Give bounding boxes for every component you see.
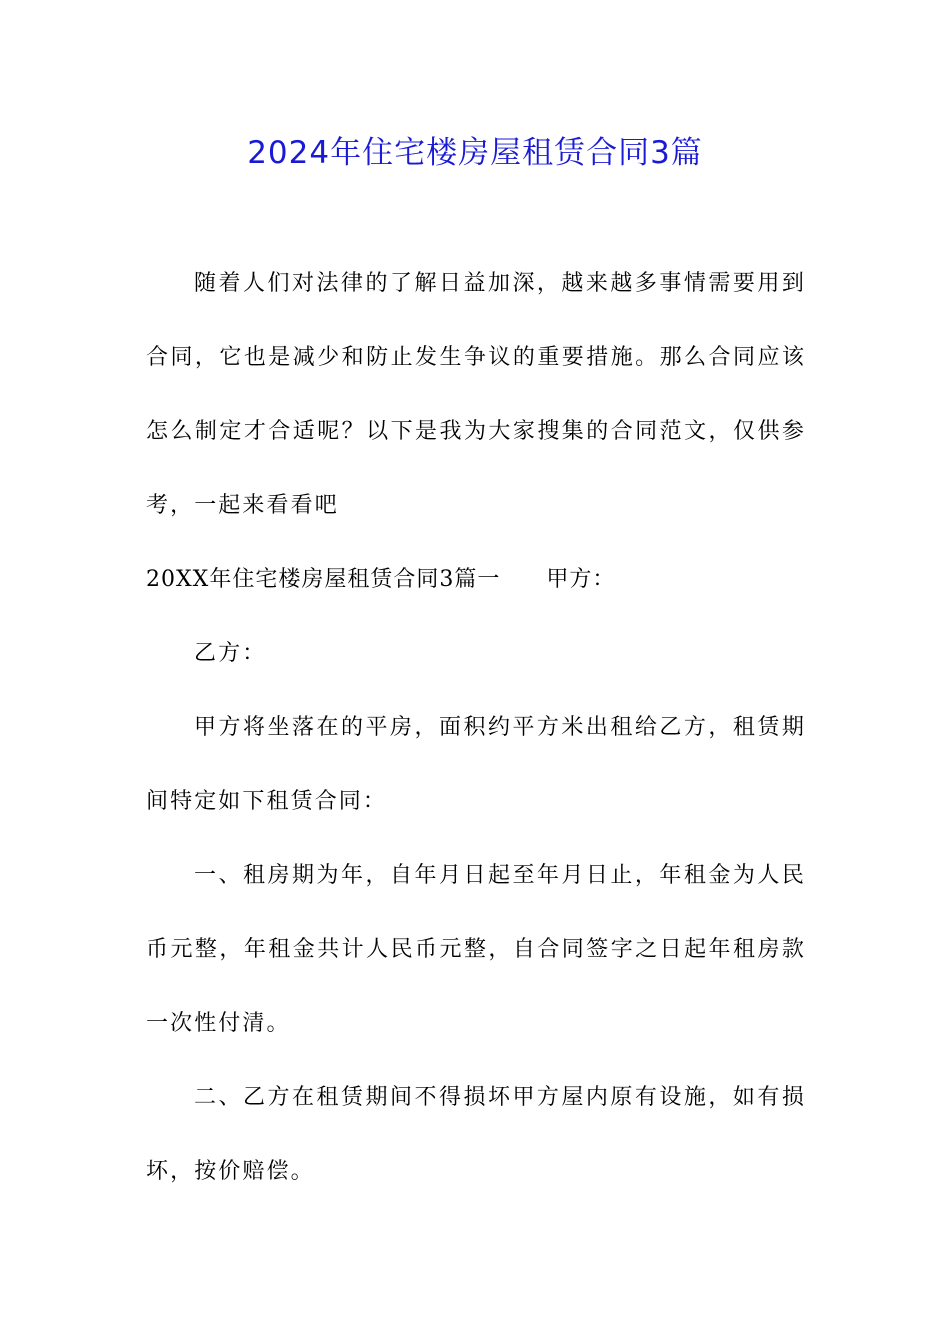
rental-paragraph: 甲方将坐落在的平房，面积约平方米出租给乙方，租赁期间特定如下租赁合同： — [146, 715, 806, 814]
clause-1-paragraph: 一、租房期为年，自年月日起至年月日止，年租金为人民币元整，年租金共计人民币元整，自合同签字之日起年租房款一次性付清。 — [146, 863, 806, 1036]
party-a-label: 甲方： — [546, 567, 616, 592]
clause-2-paragraph: 二、乙方在租赁期间不得损坏甲方屋内原有设施，如有损坏，按价赔偿。 — [146, 1085, 806, 1184]
party-b-label: 乙方： — [194, 641, 267, 666]
intro-paragraph: 随着人们对法律的了解日益加深，越来越多事情需要用到合同，它也是减少和防止发生争议的重要措施。那么合同应该怎么制定才合适呢？以下是我为大家搜集的合同范文，仅供参考，一起来看看吧 — [146, 271, 806, 518]
section-heading: 20XX年住宅楼房屋租赁合同3篇一 — [146, 567, 501, 592]
section-heading-line — [146, 543, 806, 617]
document-title: 2024年住宅楼房屋租赁合同3篇 — [247, 135, 703, 171]
